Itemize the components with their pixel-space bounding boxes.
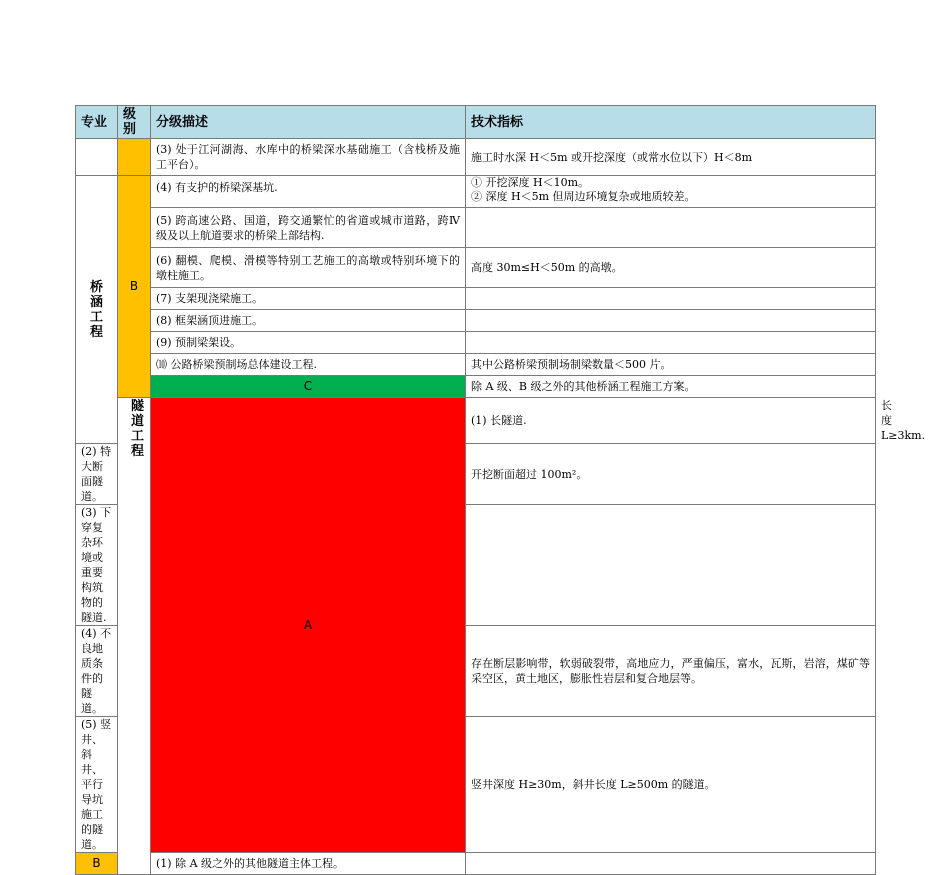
indicator-cell	[466, 208, 876, 248]
indicator-cell: 高度 30m≤H＜50m 的高墩。	[466, 248, 876, 288]
table-row: 隧道工程 A (1) 长隧道. 长度 L≥3km.	[76, 398, 876, 444]
indicator-cell: 存在断层影响带，软弱破裂带，高地应力，严重偏压，富水，瓦斯，岩溶，煤矿等采空区，黄土地区，膨胀性岩层和复合地层等。	[466, 626, 876, 717]
description-cell: ⑽ 公路桥梁预制场总体建设工程.	[151, 354, 466, 376]
description-cell: (3) 处于江河湖海、水库中的桥梁深水基础施工（含栈桥及施工平台）。	[151, 139, 466, 176]
header-row	[76, 106, 876, 139]
description-cell: (6) 翻模、爬模、滑模等特别工艺施工的高墩或特别环境下的墩柱施工。	[151, 248, 466, 288]
indicator-cell	[466, 310, 876, 332]
header-indicator: 技术指标	[466, 106, 876, 139]
table-row	[76, 176, 876, 208]
major-bridge: 桥涵工程	[76, 176, 118, 444]
description-cell: (1) 除 A 级之外的其他隧道主体工程。	[151, 853, 466, 875]
description-cell: (4) 有支护的桥梁深基坑.	[151, 176, 466, 208]
description-cell: (8) 框架涵顶进施工。	[151, 310, 466, 332]
indicator-cell	[466, 853, 876, 875]
description-cell: (7) 支架现浇梁施工。	[151, 288, 466, 310]
table-row	[76, 248, 876, 288]
description-cell: (9) 预制梁架设。	[151, 332, 466, 354]
description-cell: (5) 跨高速公路、国道，跨交通繁忙的省道或城市道路，跨Ⅳ级及以上航道要求的桥梁上部结构.	[151, 208, 466, 248]
indicator-cell: 其中公路桥梁预制场制梁数量＜500 片。	[466, 354, 876, 376]
major-cell-empty	[76, 139, 118, 176]
indicator-cell	[466, 505, 876, 626]
indicator-line: ② 深度 H＜5m 但周边环境复杂或地质较差。	[471, 190, 696, 203]
indicator-cell	[466, 332, 876, 354]
table-row	[76, 853, 876, 875]
level-badge-b: B	[118, 176, 151, 398]
major-tunnel: 隧道工程	[118, 398, 151, 875]
indicator-cell	[466, 288, 876, 310]
level-badge-a: A	[151, 398, 466, 853]
table-row	[76, 208, 876, 248]
level-badge-c: C	[151, 376, 466, 398]
description-cell: (3) 下穿复杂环境或重要构筑物的隧道.	[76, 505, 118, 626]
indicator-cell: 开挖断面超过 100m²。	[466, 444, 876, 505]
header-major: 专业	[76, 106, 118, 139]
indicator-cell	[466, 176, 876, 208]
table-row	[76, 310, 876, 332]
table-row	[76, 139, 876, 176]
table-row	[76, 354, 876, 376]
indicator-cell: 竖井深度 H≥30m，斜井长度 L≥500m 的隧道。	[466, 717, 876, 853]
description-cell: (5) 竖井、斜井、平行导坑施工的隧道。	[76, 717, 118, 853]
description-cell: 除 A 级、B 级之外的其他桥涵工程施工方案。	[466, 376, 876, 398]
indicator-cell: 施工时水深 H＜5m 或开挖深度（或常水位以下）H＜8m	[466, 139, 876, 176]
description-cell: (2) 特大断面隧道。	[76, 444, 118, 505]
table-row	[76, 288, 876, 310]
header-level: 级别	[118, 106, 151, 139]
level-badge-b-tunnel: B	[76, 853, 118, 875]
description-cell: (4) 不良地质条件的隧道。	[76, 626, 118, 717]
level-cell-b-continued	[118, 139, 151, 176]
table-row	[76, 376, 876, 398]
indicator-line: ① 开挖深度 H＜10m。	[471, 176, 590, 189]
classification-table	[75, 105, 926, 875]
header-description: 分级描述	[151, 106, 466, 139]
description-cell: (1) 长隧道.	[466, 398, 876, 444]
table-row	[76, 332, 876, 354]
